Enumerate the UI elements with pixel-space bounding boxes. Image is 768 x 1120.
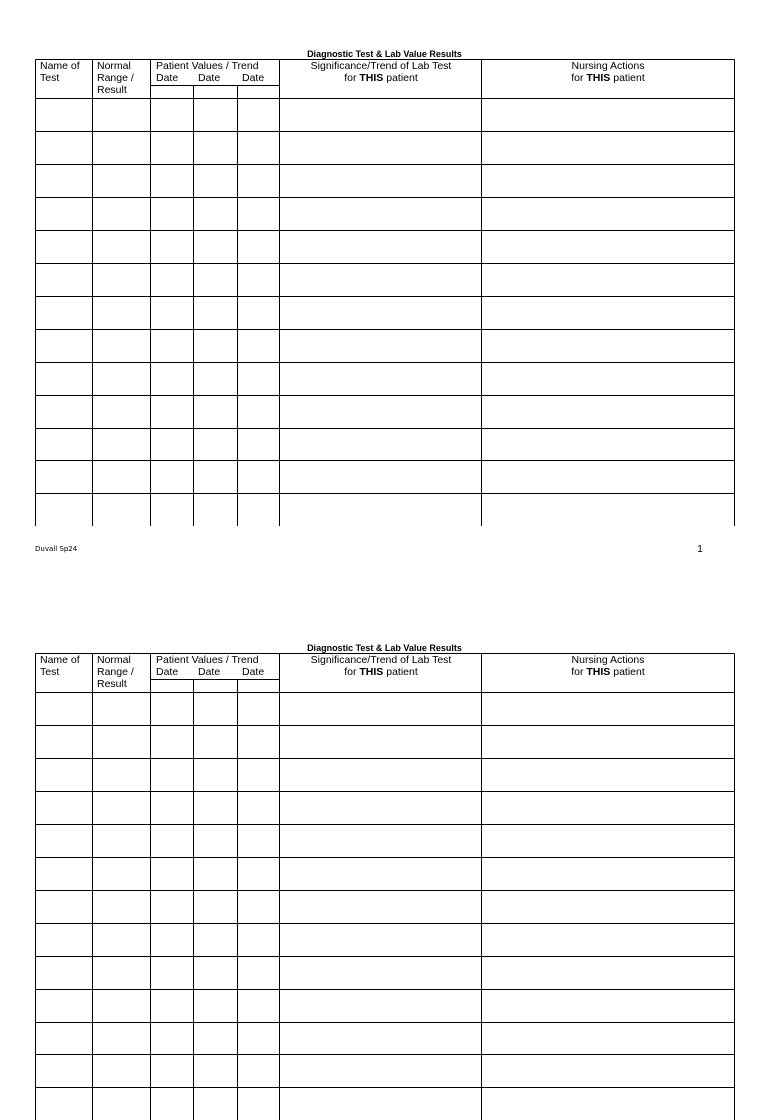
page-number: 1: [697, 544, 703, 555]
header-patient-values: Patient Values / Trend: [156, 654, 259, 666]
worksheet-title: Diagnostic Test & Lab Value Results: [307, 49, 462, 59]
header-name-of-test: Name of Test: [40, 60, 80, 84]
results-table-grid: [35, 59, 735, 526]
header-date-2: Date: [198, 72, 221, 84]
worksheet-title: Diagnostic Test & Lab Value Results: [307, 643, 462, 653]
header-date-3: Date: [242, 666, 265, 678]
header-date-3: Date: [242, 72, 265, 84]
header-date-1: Date: [156, 72, 179, 84]
header-nursing-actions: Nursing Actions for THIS patient: [571, 60, 645, 84]
results-table-grid: [35, 653, 735, 1120]
header-significance: Significance/Trend of Lab Test for THIS patient: [310, 654, 452, 678]
header-patient-values: Patient Values / Trend: [156, 60, 259, 72]
footer-author: Duvall Sp24: [35, 545, 78, 553]
header-significance: Significance/Trend of Lab Test for THIS patient: [310, 60, 452, 84]
header-normal-range: Normal Range / Result: [97, 60, 134, 96]
header-nursing-actions: Nursing Actions for THIS patient: [571, 654, 645, 678]
header-date-1: Date: [156, 666, 179, 678]
header-normal-range: Normal Range / Result: [97, 654, 134, 690]
header-date-2: Date: [198, 666, 221, 678]
header-name-of-test: Name of Test: [40, 654, 80, 678]
